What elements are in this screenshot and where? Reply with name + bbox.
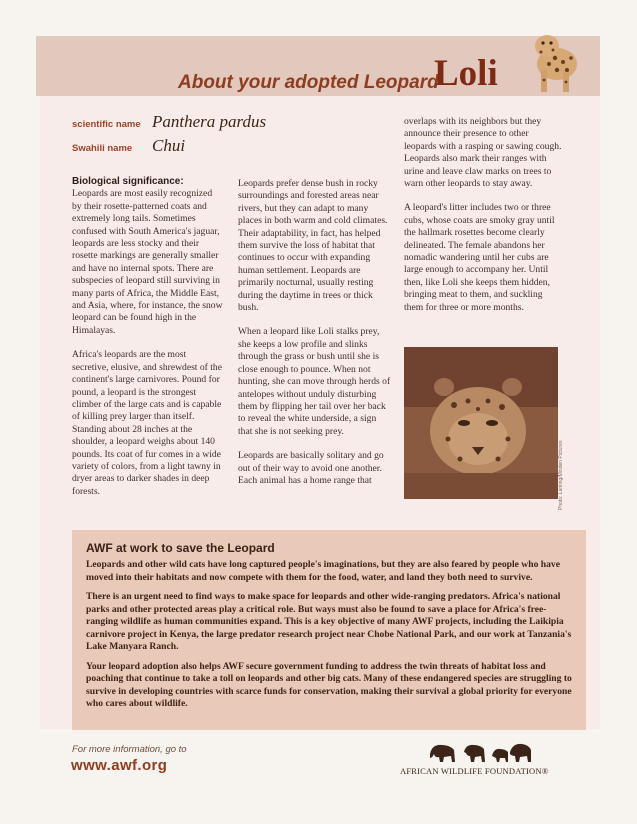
swahili-name-label: Swahili name — [72, 143, 133, 154]
biology-text-1: Leopards are most easily recognized by their rosette-patterned coats and extremely long tails. Sometimes confused with South America's jaguar, leopards are less stocky and their rosette markings are generally smaller and have no internal spots. There are subspecies of leopard still surviving in many parts of Africa, the Middle East, and Asia, where, for instance, the snow leopard can be found high in the Himalayas. — [72, 188, 223, 336]
biology-paragraph-6: overlaps with its neighbors but they announce their presence to other leopards with a rasping or sawing cough. Leopards also mark their ranges with urine and leave claw marks on trees to warn other leopards to stay away. — [404, 116, 562, 190]
scientific-block — [72, 112, 266, 160]
biology-paragraph-3: Leopards prefer dense bush in rocky surroundings and forested areas near rivers, but they can adapt to many places in both warm and cold climates. Their adaptability, in fact, has helped them survive the loss of habitat that continues to occur with expanding human settlement. Leopards are primarily nocturnal, usually resting during the daytime in trees or thick bush. — [238, 178, 388, 314]
awf-paragraph-2: There is an urgent need to find ways to make space for leopards and other wide-ranging predators. Africa's national parks and other protected areas play a critical role. But ways must also be found to save a place for Africa's free-ranging wildlife as human communities expand. This is a key objective of many AWF projects, including the Laikipia carnivore project in Kenya, the large predator research project near Chobe National Park, and our work at Tanzania's Lake Manyara Ranch. — [86, 591, 572, 652]
foundation-name: AFRICAN WILDLIFE FOUNDATION® — [400, 766, 549, 776]
more-info-text: For more information, go to — [72, 744, 187, 755]
awf-paragraph-3: Your leopard adoption also helps AWF secure government funding to address the twin threats of habitat loss and poaching that continue to take a toll on leopards and other big cats. Many of these endangered species are struggling to survive in developing countries with scarce funds for conservation, making their survival a global priority for everyone who cares about wildlife. — [86, 660, 572, 709]
page-title: About your adopted Leopard — [178, 72, 439, 93]
scientific-name-value: Panthera pardus — [152, 112, 267, 131]
leopard-illustration — [527, 30, 585, 94]
awf-heading: AWF at work to save the Leopard — [86, 541, 275, 555]
leopard-name: Loli — [434, 53, 498, 94]
scientific-name-label: scientific name — [72, 119, 141, 130]
awf-body — [86, 559, 576, 718]
column-1 — [72, 176, 224, 510]
awf-logo-animals — [428, 740, 533, 766]
biology-paragraph-1 — [72, 176, 224, 337]
swahili-name-value: Chui — [152, 136, 186, 155]
biology-paragraph-7: A leopard's litter includes two or three cubs, whose coats are smoky gray until the hallmark rosettes become clearly delineated. The female abandons her nomadic wandering until her cubs are large enough to accompany her. Until then, like Loli she keeps them hidden, bringing meat to them, and suckling them for three or more months. — [404, 202, 555, 313]
photo-credit: Photo: Lanting/Minden Pictures — [558, 440, 564, 510]
biology-paragraph-2: Africa's leopards are the most secretive, elusive, and shrewdest of the continent's large carnivores. Pound for pound, a leopard is the strongest climber of the large cats and is capable of killing prey larger than itself. Standing about 28 inches at the shoulder, a leopard weighs about 140 pounds. Its coat of fur comes in a wide variety of colors, from a light tawny in dryer areas to darker shades in deep forests. — [72, 349, 222, 497]
biology-paragraph-4: When a leopard like Loli stalks prey, she keeps a low profile and slinks through the grass or bush until she is close enough to pounce. When not hunting, she can move through herds of antelopes without unduly disturbing them by flipping her tail over her back to reveal the white underside, a sign that she is not seeking prey. — [238, 326, 391, 437]
leopard-photo — [404, 347, 558, 499]
biology-paragraph-5: Leopards are basically solitary and go out of their way to avoid one another. Each animal has a home range that — [238, 450, 384, 486]
biology-heading: Biological significance: — [72, 176, 184, 187]
column-3 — [404, 116, 562, 326]
awf-paragraph-1: Leopards and other wild cats have long captured people's imaginations, but they are also feared by people who have moved into their habitats and now compete with them for the food, water, and land they both need to survive. — [86, 559, 560, 583]
column-2 — [238, 178, 392, 499]
website-link[interactable]: www.awf.org — [71, 757, 168, 774]
